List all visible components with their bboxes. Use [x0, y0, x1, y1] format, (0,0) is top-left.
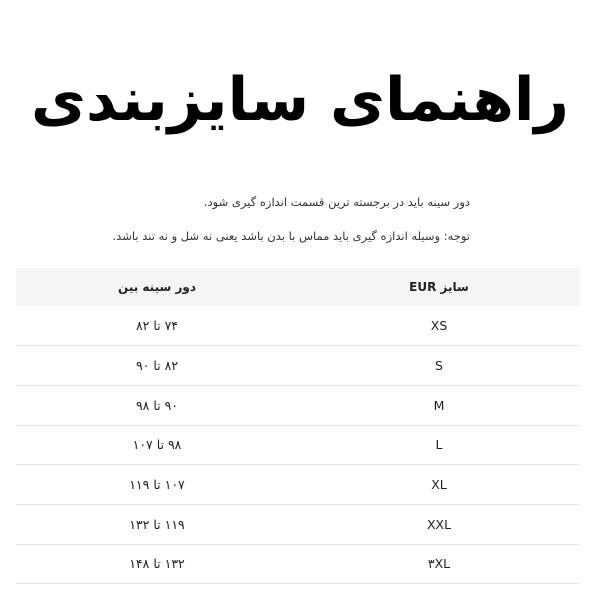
column-header-chest: دور سینه بین	[118, 280, 196, 294]
chest-range-cell: ۱۱۹ تا ۱۳۲	[129, 516, 185, 532]
size-cell: XXL	[426, 516, 452, 532]
table-row	[16, 544, 580, 584]
table-row	[16, 504, 580, 544]
size-cell: M	[433, 397, 445, 413]
chest-range-cell: ۹۸ تا ۱۰۷	[132, 437, 182, 453]
chest-range-cell: ۱۰۷ تا ۱۱۹	[129, 477, 185, 493]
chest-range-cell: ۹۰ تا ۹۸	[135, 397, 179, 413]
page-title: راهنمای سایزبندی	[31, 65, 569, 135]
size-cell: S	[435, 358, 443, 374]
size-cell: ۳XL	[427, 556, 451, 572]
table-header-row	[16, 268, 580, 306]
chest-range-cell: ۱۳۲ تا ۱۴۸	[129, 556, 185, 572]
size-cell: XL	[431, 477, 447, 493]
table-row	[16, 425, 580, 465]
size-cell: L	[435, 437, 443, 453]
table-row	[16, 346, 580, 386]
note-chest-measure: دور سینه باید در برجسته ترین قسمت اندازه گیری شود.	[203, 195, 470, 209]
column-header-size: سایز EUR	[409, 280, 469, 294]
table-row	[16, 306, 580, 346]
size-cell: XS	[430, 318, 448, 334]
table-row	[16, 465, 580, 505]
chest-range-cell: ۸۲ تا ۹۰	[135, 358, 179, 374]
measurement-notes	[50, 192, 470, 246]
table-row	[16, 385, 580, 425]
size-table	[16, 268, 580, 584]
chest-range-cell: ۷۴ تا ۸۲	[135, 318, 179, 334]
note-tape-tension: توجه: وسیله اندازه گیری باید مماس با بدن باشد یعنی نه شل و نه تند باشد.	[112, 229, 470, 243]
